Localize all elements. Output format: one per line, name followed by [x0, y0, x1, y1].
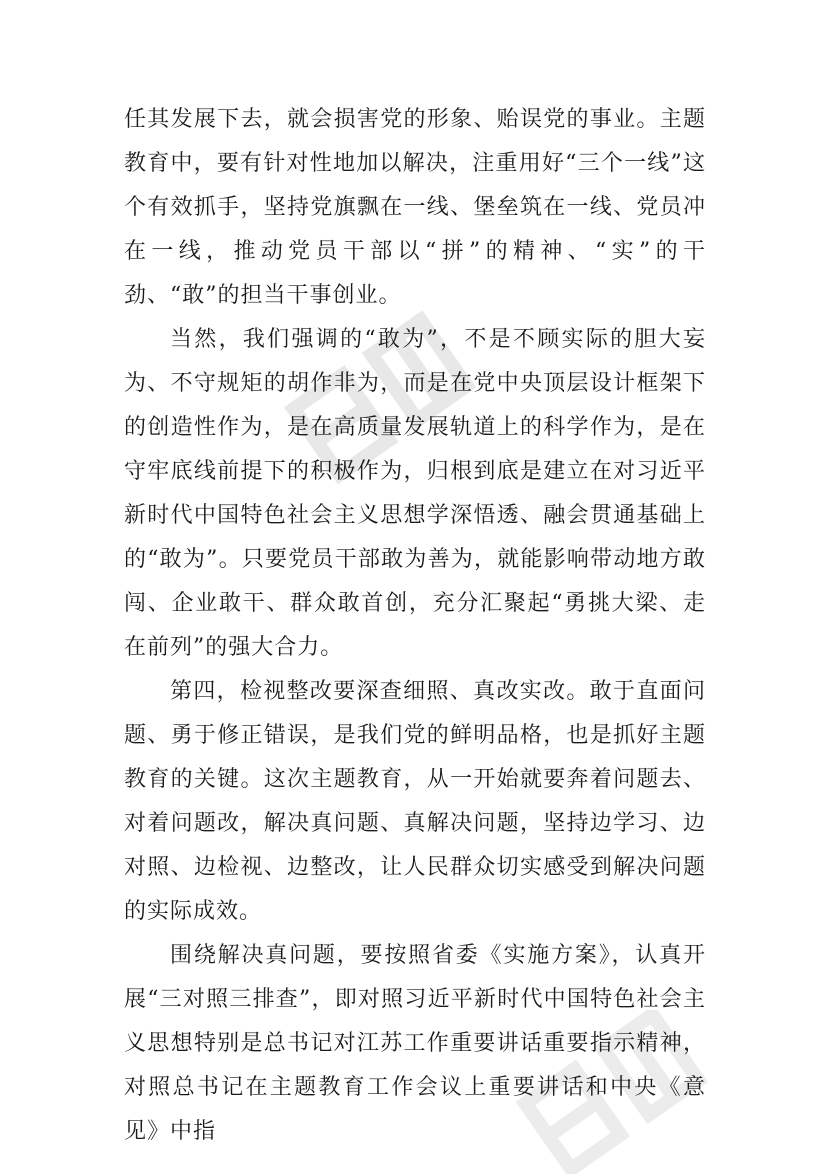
- paragraph: 任其发展下去，就会损害党的形象、贻误党的事业。主题教育中，要有针对性地加以解决，注重用好“三个一线”这个有效抓手，坚持党旗飘在一线、堡垒筑在一线、党员冲在一线，推动党员干部以“拼”的精神、“实”的干劲、“敢”的担当干事创业。: [124, 107, 706, 308]
- paragraph: 第四，检视整改要深查细照、真改实改。敢于直面问题、勇于修正错误，是我们党的鲜明品格，也是抓好主题教育的关键。这次主题教育，从一开始就要奔着问题去、对着问题改，解决真问题、真解决问题，坚持边学习、边对照、边检视、边整改，让人民群众切实感受到解决问题的实际成效。: [124, 679, 706, 924]
- paragraph: 当然，我们强调的“敢为”，不是不顾实际的胆大妄为、不守规矩的胡作非为，而是在党中央顶层设计框架下的创造性作为，是在高质量发展轨道上的科学作为，是在守牢底线前提下的积极作为，归根到底是建立在对习近平新时代中国特色社会主义思想学深悟透、融会贯通基础上的“敢为”。只要党员干部敢为善为，就能影响带动地方敢闯、企业敢干、群众敢首创，充分汇聚起“勇挑大梁、走在前列”的强大合力。: [124, 327, 706, 660]
- paragraph: 围绕解决真问题，要按照省委《实施方案》，认真开展“三对照三排查”，即对照习近平新时代中国特色社会主义思想特别是总书记对江苏工作重要讲话重要指示精神，对照总书记在主题教育工作会议上重要讲话和中央《意见》中指: [124, 943, 706, 1144]
- document-body: [124, 98, 706, 1154]
